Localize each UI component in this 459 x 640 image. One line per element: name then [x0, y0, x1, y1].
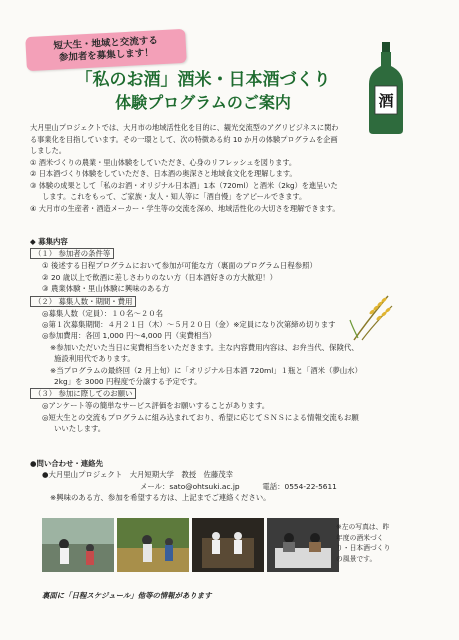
photo-strip	[42, 518, 339, 572]
recruit-heading: ◆ 募集内容	[30, 237, 68, 246]
intro-item: ④ 大月市の生産者・酒造メーカー・学生等の交流を深め、地域活性化の大切さを理解できます。	[30, 203, 340, 213]
section-1-label: （１） 参加者の条件等	[30, 248, 114, 259]
caption-line: ※左の写真は、昨	[336, 523, 390, 531]
tag-line-2: 参加者を募集します！	[58, 47, 155, 64]
intro-item: ② 日本酒づくり体験をしていただき、日本酒の奥深さと地域食文化を理解します。	[30, 169, 297, 178]
caption-line: の風景です。	[336, 554, 377, 563]
intro-item: ③ 体験の成果として「私のお酒・オリジナル日本酒」1本（720ml）と酒米（2kg）を進呈いた	[30, 180, 338, 190]
condition-item: ① 後述する日程プログラムにおいて参加が可能な方（裏面のプログラム日程参照）	[42, 261, 317, 271]
footer-note: 裏面に「日程スケジュール」他等の情報があります	[42, 591, 212, 600]
section-3-label: （３） 参加に際してのお願い	[30, 388, 136, 399]
recruit-note: 2kg」を 3000 円程度で分譲する予定です。	[54, 377, 202, 387]
recruit-note: 施設利用代であります。	[54, 354, 135, 364]
bottle-label-text: 酒	[378, 92, 394, 110]
workshop-photo	[267, 518, 339, 572]
tag-line-1: 短大生・地域と交流する	[53, 35, 159, 52]
intro-item: ① 酒米づくりの農業・里山体験をしていただき、心身のリフレッシュを図ります。	[30, 157, 297, 167]
caption-line: り・日本酒づくり	[336, 544, 391, 552]
rice-stalk-illustration	[348, 290, 396, 342]
brewery-photo	[192, 518, 264, 572]
intro-item: します。これをもって、ご家族・友人・知人等に「酒自慢」をアピールできます。	[42, 192, 307, 201]
page-subtitle: 体験プログラムのご案内	[115, 93, 291, 112]
request-item: いいたします。	[54, 424, 106, 434]
intro-line: 大月里山プロジェクトでは、大月市の地域活性化を目的に、観光交流型のアグリビジネスに関わ	[30, 123, 339, 132]
photo-caption	[336, 522, 428, 564]
request-item: ◎短大生との交流もプログラムに組み込まれており、希望に応じてＳＮＳによる情報交流もお願	[42, 412, 359, 422]
recruit-detail: ◎募集人数（定員）：１０名～２０名	[42, 308, 164, 318]
request-item: ◎アンケート等の簡単なサービス評価をお願いすることがあります。	[42, 401, 270, 411]
contact-note: ※興味のある方、参加を希望する方は、上記までご連絡ください。	[50, 493, 271, 503]
recruit-detail: ◎第１次募集期間：４月２１日（木）～５月２０日（金）※定員になり次第締め切ります	[42, 320, 336, 330]
section-2-label: （２） 募集人数・期間・費用	[30, 296, 136, 307]
contact-name: ●大月里山プロジェクト 大月短期大学 教授 佐藤茂幸	[42, 470, 234, 480]
intro-line: る事業化を目指しています。その一環として、次の特徴ある約 10 か月の体験プログラムを企画	[30, 134, 338, 144]
contact-heading: ●問い合わせ・連絡先	[30, 459, 103, 468]
intro-section	[30, 122, 430, 214]
intro-line: しました。	[30, 146, 66, 155]
recruit-detail: ◎参加費用：各回 1,000 円～4,000 円（実費相当）	[42, 331, 217, 341]
contact-phone: 電話：0554-22-5611	[262, 481, 337, 491]
contact-section	[30, 458, 430, 504]
recruit-note: ※当プログラムの最終回（2 月上旬）に「オリジナル日本酒 720ml」１瓶と「酒米（夢山水）	[50, 365, 362, 375]
page-title: 「私のお酒」酒米・日本酒づくり	[75, 70, 331, 90]
harvest-photo	[117, 518, 189, 572]
contact-email[interactable]: メール：sato@ohtsuki.ac.jp	[140, 481, 240, 491]
caption-line: 年度の酒米づく	[336, 533, 384, 542]
rice-field-photo	[42, 518, 114, 572]
condition-item: ③ 農業体験・里山体験に興味のある方	[42, 284, 170, 294]
condition-item: ② 20 歳以上で飲酒に差しさわりのない方（日本酒好きの方大歓迎！）	[42, 272, 278, 282]
recruit-note: ※参加いただいた当日に実費相当をいただきます。主な内容費用内容は、お弁当代、保険代、	[50, 342, 359, 352]
